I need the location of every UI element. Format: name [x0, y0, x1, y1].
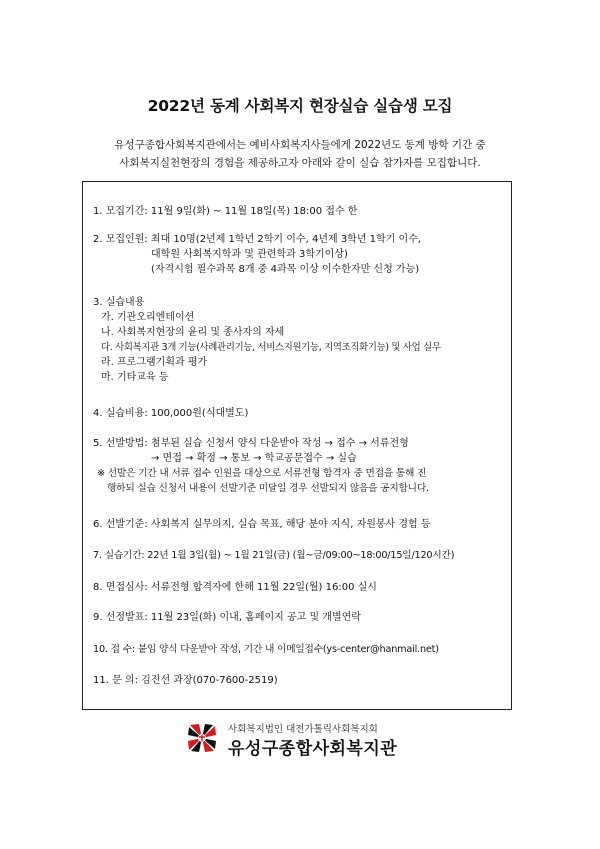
item-practice-cost: 4. 실습비용: 100,000원(식대별도) — [93, 408, 249, 419]
page-title: 2022년 동계 사회복지 현장실습 실습생 모집 — [147, 97, 453, 115]
item-recruit-count: 2. 모집인원: 최대 10명(2년제 1학년 2학기 이수, 4년제 3학년 1학기 이수, 대학원 사회복지학과 및 관련학과 3학기이상) (자격시험 필수과목 8개 중 4과목 이상 이수한자만 신청 가능) — [93, 234, 422, 275]
intro-paragraph — [20, 136, 580, 172]
organization-logo-icon — [186, 722, 218, 754]
details-box — [82, 181, 512, 710]
item-inquiry: 11. 문 의: 김진선 과장(070-7600-2519) — [93, 675, 278, 686]
intro-line-2: 사회복지실천현장의 경험을 제공하고자 아래와 같이 실습 참가자를 모집합니다. — [119, 157, 481, 169]
intro-line-1: 유성구종합사회복지관에서는 예비사회복지사들에게 2022년도 동계 방학 기간 중 — [114, 139, 486, 151]
item-application: 10. 접 수: 붙임 양식 다운받아 작성, 기간 내 이메일접수(ys-center@hanmail.net) — [93, 644, 439, 655]
item-announcement: 9. 선정발표: 11월 23일(화) 이내, 홈페이지 공고 및 개별연락 — [93, 612, 361, 623]
item-interview: 8. 면접심사: 서류전형 합격자에 한해 11월 22일(월) 16:00 실시 — [93, 582, 377, 593]
item-selection-method: 5. 선발방법: 첨부된 실습 신청서 양식 다운받아 작성 → 접수 → 서류전형 → 면접 → 확정 → 통보 → 학교공문접수 → 실습 ※ 선발은 기간 내 서류 접수 인원을 대상으로 서류전형 합격자 중 면접을 통해 진 행하되 실습 신청서 내용이 선발기준 미달일 경우 선발되지 않음을 공지합니다. — [93, 438, 429, 494]
item-practice-period: 7. 실습기간: 22년 1월 3일(월) ~ 1월 21일(금) (월~금/09:00~18:00/15일/120시간) — [93, 550, 455, 561]
footer-org-name: 유성구종합사회복지관 — [228, 739, 398, 759]
item-practice-content: 3. 실습내용 가. 기관오리엔테이션 나. 사회복지현장의 윤리 및 종사자의 자세 다. 사회복지관 3개 기능(사례관리기능, 서비스지원기능, 지역조직화기능) 및 사업 실무 라. 프로그램기획과 평가 마. 기타교육 등 — [93, 297, 441, 383]
footer-parent-org: 사회복지법인 대전가톨릭사회복지회 — [228, 724, 378, 735]
item-recruit-period: 1. 모집기간: 11월 9일(화) ~ 11월 18일(목) 18:00 접수 한 — [93, 206, 358, 217]
item-selection-criteria: 6. 선발기준: 사회복지 실무의지, 실습 목표, 해당 분야 지식, 자원봉사 경험 등 — [93, 519, 431, 530]
